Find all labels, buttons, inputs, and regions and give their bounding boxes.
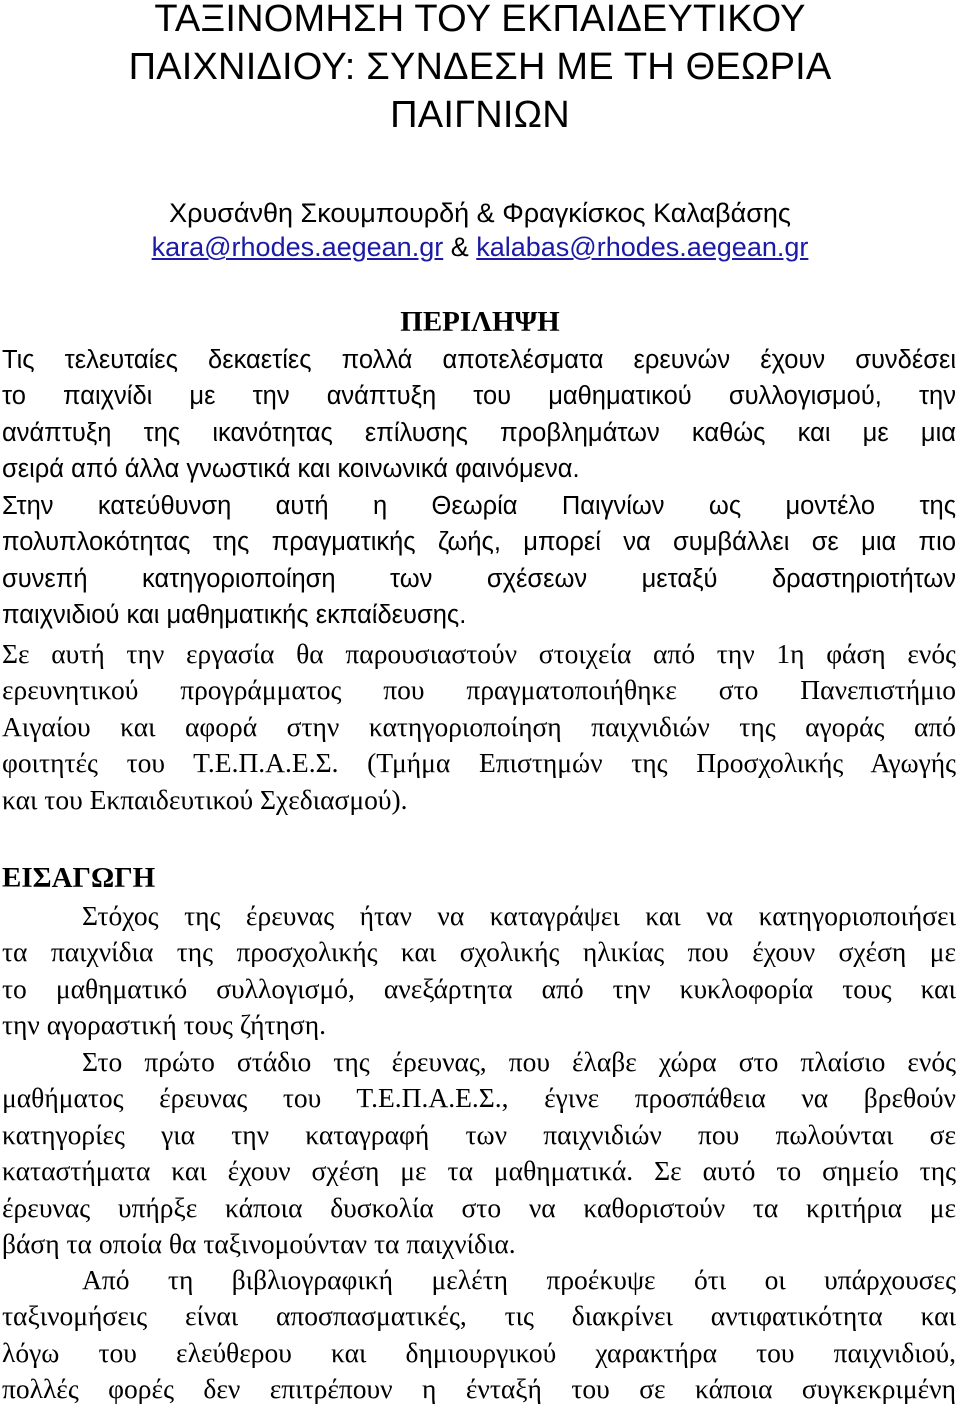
paper-title-line-1: ΤΑΞΙΝΟΜΗΣΗ ΤΟΥ ΕΚΠΑΙΔΕΥΤΙΚΟΥ — [154, 0, 806, 40]
text-line: μαθήματος έρευνας του Τ.Ε.Π.Α.Ε.Σ., έγινε προσπάθεια να βρεθούν — [2, 1082, 956, 1114]
text-line: και του Εκπαιδευτικού Σχεδιασμού). — [2, 783, 408, 815]
text-line: κατηγορίες για την καταγραφή των παιχνιδιών που πωλούνται σε — [2, 1118, 956, 1150]
text-line: συνεπή κατηγοριοποίηση των σχέσεων μεταξύ δραστηριοτήτων — [2, 564, 956, 593]
text-line: παιχνιδιού και μαθηματικής εκπαίδευσης. — [2, 601, 467, 630]
introduction-heading: ΕΙΣΑΓΩΓΗ — [2, 862, 156, 894]
text-line: το μαθηματικό συλλογισμό, ανεξάρτητα από την κυκλοφορία τους και — [2, 972, 956, 1004]
text-line: το παιχνίδι με την ανάπτυξη του μαθηματικού συλλογισμού, την — [2, 382, 956, 411]
paper-title-line-3: ΠΑΙΓΝΙΩΝ — [390, 94, 570, 136]
introduction-paragraph-1 — [2, 898, 956, 1044]
text-line: Αιγαίου και αφορά στην κατηγοριοποίηση παιχνιδιών της αγοράς από — [2, 710, 956, 742]
paper-title-line-2: ΠΑΙΧΝΙΔΙΟΥ: ΣΥΝΔΕΣΗ ΜΕ ΤΗ ΘΕΩΡΙΑ — [128, 46, 832, 88]
email-separator: & — [443, 232, 477, 262]
text-line: πολυπλοκότητας της πραγματικής ζωής, μπορεί να συμβάλλει σε μια πιο — [2, 528, 956, 557]
text-line: έρευνας υπήρξε κάποια δυσκολία στο να καθοριστούν τα κριτήρια με — [2, 1191, 956, 1223]
text-line: πολλές φορές δεν επιτρέπουν η ένταξή του σε κάποια συγκεκριμένη — [2, 1373, 956, 1405]
text-line: τα παιχνίδια της προσχολικής και σχολικής ηλικίας που έχουν σχέση με — [2, 936, 956, 968]
authors: Χρυσάνθη Σκουμπουρδή & Φραγκίσκος Καλαβάσης — [169, 198, 791, 228]
text-line: Στόχος της έρευνας ήταν να καταγράψει και να κατηγοριοποιήσει — [82, 900, 956, 931]
text-line: φοιτητές του Τ.Ε.Π.Α.Ε.Σ. (Τμήμα Επιστημών της Προσχολικής Αγωγής — [2, 747, 956, 779]
abstract-paragraph-3 — [2, 636, 956, 818]
text-line: Στην κατεύθυνση αυτή η Θεωρία Παιγνίων ως μοντέλο της — [2, 492, 956, 520]
text-line: ταξινομήσεις είναι αποσπασματικές, τις διακρίνει αντιφατικότητα και — [2, 1300, 956, 1332]
text-line: Τις τελευταίες δεκαετίες πολλά αποτελέσματα ερευνών έχουν συνδέσει — [2, 346, 956, 374]
text-line: την αγοραστική τους ζήτηση. — [2, 1009, 326, 1041]
text-line: βάση τα οποία θα ταξινομούνταν τα παιχνίδια. — [2, 1227, 516, 1259]
text-line: λόγω του ελεύθερου και δημιουργικού χαρακτήρα του παιχνιδιού, — [2, 1336, 956, 1368]
text-line: ερευνητικού προγράμματος που πραγματοποιήθηκε στο Πανεπιστήμιο — [2, 674, 956, 706]
text-line: Στο πρώτο στάδιο της έρευνας, που έλαβε χώρα στο πλαίσιο ενός — [82, 1046, 956, 1077]
text-line: ανάπτυξη της ικανότητας επίλυσης προβλημάτων καθώς και με μια — [2, 418, 956, 447]
introduction-paragraph-3 — [2, 1262, 956, 1408]
text-line: Σε αυτή την εργασία θα παρουσιαστούν στοιχεία από την 1η φάση ενός — [2, 638, 956, 669]
abstract-heading: ΠΕΡΙΛΗΨΗ — [400, 306, 560, 338]
text-line: σειρά από άλλα γνωστικά και κοινωνικά φαινόμενα. — [2, 455, 580, 484]
author-emails — [0, 230, 960, 264]
email-link-second[interactable]: kalabas@rhodes.aegean.gr — [476, 232, 809, 262]
text-line: Από τη βιβλιογραφική μελέτη προέκυψε ότι οι υπάρχουσες — [82, 1264, 956, 1295]
abstract-paragraph-2 — [2, 488, 956, 634]
abstract-paragraph-1 — [2, 342, 956, 488]
introduction-paragraph-2 — [2, 1044, 956, 1262]
text-line: καταστήματα και έχουν σχέση με τα μαθηματικά. Σε αυτό το σημείο της — [2, 1155, 956, 1187]
email-link-first[interactable]: kara@rhodes.aegean.gr — [151, 232, 444, 262]
